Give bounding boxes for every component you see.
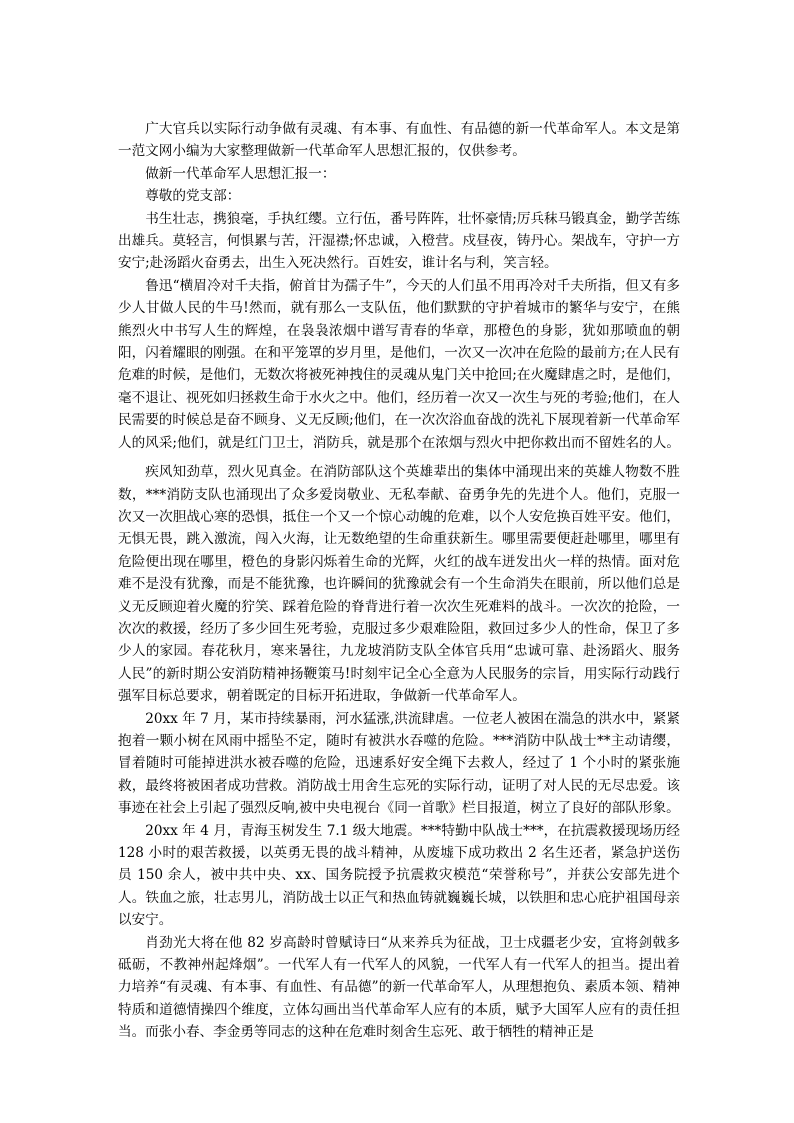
body-paragraph: 书生壮志，携狼毫，手执红缨。立行伍，番号阵阵，壮怀豪情;厉兵秣马锻真金，勤学苦练出雄兵。莫轻言，何惧累与苦，汗湿襟;怀忠诚，入橙营。戍昼夜，铸丹心。架战车，守护一方安宁;赴汤蹈火奋勇去，出生入死决然行。百姓安，谁计名与利，笑言轻。: [118, 210, 680, 272]
body-paragraph: 肖劲光大将在他 82 岁高龄时曾赋诗曰“从来养兵为征战，卫士戍疆老少安，宜将剑戟多砥砺，不教神州起烽烟”。一代军人有一代军人的风貌，一代军人有一代军人的担当。提出着力培养“有灵魂、有本事、有血性、有品德”的新一代革命军人，从理想抱负、素质本领、精神特质和道德情操四个维度，立体勾画出当代革命军人应有的本质，赋予大国军人应有的责任担当。而张小春、李金勇等同志的这种在危难时刻舍生忘死、敢于牺牲的精神正是: [118, 934, 680, 1041]
body-paragraph: 20xx 年 7 月，某市持续暴雨，河水猛涨,洪流肆虐。一位老人被困在湍急的洪水中，紧紧抱着一颗小树在风雨中摇坠不定，随时有被洪水吞噬的危险。***消防中队战士**主动请缨，冒着随时可能掉进洪水被吞噬的危险，迅速系好安全绳下去救人，经过了 1 个小时的紧张施救，最终将被困者成功营救。消防战士用舍生忘死的实际行动，证明了对人民的无尽忠爱。该事迹在社会上引起了强烈反响,被中央电视台《同一首歌》栏目报道，树立了良好的部队形象。: [118, 710, 680, 817]
document-body: [118, 118, 680, 1044]
intro-paragraph: 广大官兵以实际行动争做有灵魂、有本事、有血性、有品德的新一代革命军人。本文是第一范文网小编为大家整理做新一代革命军人思想汇报的，仅供参考。: [118, 121, 680, 160]
body-paragraph: 鲁迅“横眉冷对千夫指，俯首甘为孺子牛”，今天的人们虽不用再冷对千夫所指，但又有多少人甘做人民的牛马!然而，就有那么一支队伍，他们默默的守护着城市的繁华与安宁，在熊熊烈火中书写人生的辉煌，在袅袅浓烟中谱写青春的华章，那橙色的身影，犹如那喷血的朝阳，闪着耀眼的刚强。在和平笼罩的岁月里，是他们，一次又一次冲在危险的最前方;在人民有危难的时候，是他们，无数次将被死神拽住的灵魂从鬼门关中抢回;在火魔肆虐之时，是他们，毫不退让、视死如归拯救生命于水火之中。他们，经历着一次又一次生与死的考验;他们，在人民需要的时候总是奋不顾身、义无反顾;他们，在一次次浴血奋战的洗礼下展现着新一代革命军人的风采;他们，就是红门卫士，消防兵，就是那个在浓烟与烈火中把你救出而不留姓名的人。: [118, 277, 680, 451]
salutation: 尊敬的党支部：: [145, 188, 241, 205]
report-title: 做新一代革命军人思想汇报一：: [145, 165, 336, 182]
body-paragraph: 疾风知劲草，烈火见真金。在消防部队这个英雄辈出的集体中涌现出来的英雄人物数不胜数，***消防支队也涌现出了众多爱岗敬业、无私奉献、奋勇争先的先进个人。他们，克服一次又一次胆战心寒的恐惧，抵住一个又一个惊心动魄的危难，以个人安危换百姓平安。他们，无惧无畏，跳入激流，闯入火海，让无数绝望的生命重获新生。哪里需要便赶赴哪里，哪里有危险便出现在哪里，橙色的身影闪烁着生命的光辉，火红的战车迸发出火一样的热情。面对危难不是没有犹豫，而是不能犹豫，也许瞬间的犹豫就会有一个生命消失在眼前，所以他们总是义无反顾迎着火魔的狞笑、踩着危险的脊背进行着一次次生死难料的战斗。一次次的抢险，一次次的救援，经历了多少回生死考验，克服过多少艰难险阻，救回过多少人的性命，保卫了多少人的家园。春花秋月，寒来暑往，九龙坡消防支队全体官兵用“忠诚可靠、赴汤蹈火、服务人民”的新时期公安消防精神扬鞭策马!时刻牢记全心全意为人民服务的宗旨，用实际行动践行强军目标总要求，朝着既定的目标开拓进取，争做新一代革命军人。: [118, 464, 680, 705]
body-paragraph: 20xx 年 4 月，青海玉树发生 7.1 级大地震。***特勤中队战士***，在抗震救援现场历经 128 小时的艰苦救援，以英勇无畏的战斗精神，从废墟下成功救出 2 名生还者，紧急护送伤员 150 余人，被中共中央、xx、国务院授予抗震救灾模范“荣誉称号”，并获公安部先进个人。铁血之旅，壮志男儿，消防战士以正气和热血铸就巍巍长城，以铁胆和忠心庇护祖国母亲以安宁。: [118, 822, 680, 929]
